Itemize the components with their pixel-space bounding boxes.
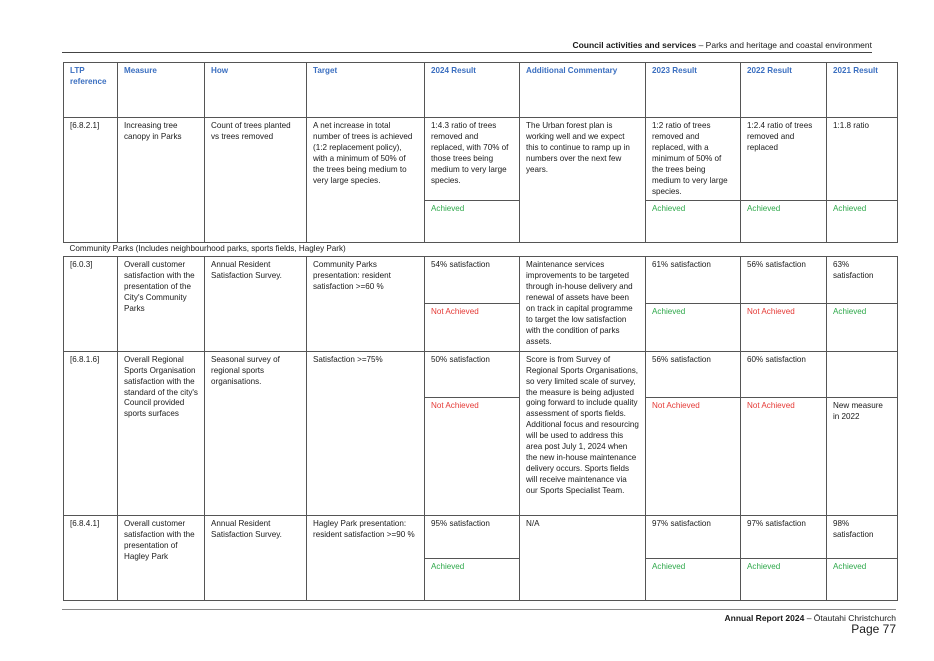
cell-measure: Overall Regional Sports Organisation satisfaction with the standard of the city's Council provided sports surfaces — [118, 351, 205, 515]
cell-how: Annual Resident Satisfaction Survey. — [205, 515, 307, 600]
cell-2023-result: 56% satisfaction — [646, 351, 741, 397]
col-how: How — [205, 63, 307, 118]
table-row — [64, 118, 898, 201]
status-2022: Not Achieved — [741, 397, 827, 515]
cell-ref: [6.0.3] — [64, 257, 118, 351]
status-2024: Not Achieved — [425, 397, 520, 515]
cell-2022-result: 97% satisfaction — [741, 515, 827, 558]
col-2023-result: 2023 Result — [646, 63, 741, 118]
status-2024: Achieved — [425, 558, 520, 600]
cell-commentary: N/A — [520, 515, 646, 600]
cell-2021-result: 98% satisfaction — [827, 515, 898, 558]
cell-commentary: Score is from Survey of Regional Sports Organisations, so very limited scale of survey, the measure is being adjusted going forward to include quality assessment of sports fields. Additional focus and resourcing will be used to address this area post July 1, 2024 when the new in-house maintenance delivery occurs. Sports fields will receive maintenance via our Sports Specialist Team. — [520, 351, 646, 515]
cell-2023-result: 1:2 ratio of trees removed and replaced, with a minimum of 50% of the trees being medium to very large species. — [646, 118, 741, 201]
group-row — [64, 243, 898, 257]
cell-how: Seasonal survey of regional sports organisations. — [205, 351, 307, 515]
page-header — [572, 40, 872, 50]
page-number: Page 77 — [851, 622, 896, 636]
cell-target: Hagley Park presentation: resident satisfaction >=90 % — [307, 515, 425, 600]
cell-2021-result: 1:1.8 ratio — [827, 118, 898, 201]
cell-ref: [6.8.4.1] — [64, 515, 118, 600]
status-2024: Not Achieved — [425, 304, 520, 352]
cell-commentary: Maintenance services improvements to be targeted through in-house delivery and renewal of assets have been on track in capital programme to target the low satisfaction with the condition of parks assets. — [520, 257, 646, 351]
footer-rule — [62, 609, 896, 610]
cell-2021-result — [827, 351, 898, 397]
col-measure: Measure — [118, 63, 205, 118]
status-2021: Achieved — [827, 558, 898, 600]
cell-how: Annual Resident Satisfaction Survey. — [205, 257, 307, 351]
cell-2024-result: 1:4.3 ratio of trees removed and replaced, with 70% of those trees being medium to very large species. — [425, 118, 520, 201]
table-row — [64, 515, 898, 558]
cell-2024-result: 50% satisfaction — [425, 351, 520, 397]
cell-2024-result: 95% satisfaction — [425, 515, 520, 558]
footer-report-bold: Annual Report 2024 — [724, 613, 805, 623]
status-2022: Achieved — [741, 558, 827, 600]
header-section-rest: – Parks and heritage and coastal environment — [696, 40, 872, 50]
col-2024-result: 2024 Result — [425, 63, 520, 118]
col-ltp-reference: LTP reference — [64, 63, 118, 118]
col-additional-commentary: Additional Commentary — [520, 63, 646, 118]
cell-commentary: The Urban forest plan is working well and we expect this to continue to ramp up in numbers over the next few years. — [520, 118, 646, 243]
cell-target: A net increase in total number of trees is achieved (1:2 replacement policy), with a minimum of 50% of the trees being medium to very large species. — [307, 118, 425, 243]
cell-2024-result: 54% satisfaction — [425, 257, 520, 304]
cell-ref: [6.8.1.6] — [64, 351, 118, 515]
cell-2022-result: 60% satisfaction — [741, 351, 827, 397]
col-target: Target — [307, 63, 425, 118]
footer-report-rest: – Ōtautahi Christchurch — [804, 613, 896, 623]
status-2022: Achieved — [741, 201, 827, 243]
status-2021: Achieved — [827, 304, 898, 352]
status-2022: Not Achieved — [741, 304, 827, 352]
status-2024: Achieved — [425, 201, 520, 243]
table-row — [64, 351, 898, 397]
cell-2023-result: 97% satisfaction — [646, 515, 741, 558]
col-2021-result: 2021 Result — [827, 63, 898, 118]
cell-2022-result: 56% satisfaction — [741, 257, 827, 304]
col-2022-result: 2022 Result — [741, 63, 827, 118]
status-2021: New measure in 2022 — [827, 397, 898, 515]
header-section-bold: Council activities and services — [572, 40, 697, 50]
performance-table — [63, 62, 898, 601]
cell-target: Community Parks presentation: resident satisfaction >=60 % — [307, 257, 425, 351]
cell-target: Satisfaction >=75% — [307, 351, 425, 515]
cell-ref: [6.8.2.1] — [64, 118, 118, 243]
cell-how: Count of trees planted vs trees removed — [205, 118, 307, 243]
cell-measure: Overall customer satisfaction with the presentation of Hagley Park — [118, 515, 205, 600]
cell-2021-result: 63% satisfaction — [827, 257, 898, 304]
cell-measure: Overall customer satisfaction with the presentation of the City's Community Parks — [118, 257, 205, 351]
status-2023: Achieved — [646, 201, 741, 243]
cell-2022-result: 1:2.4 ratio of trees removed and replaced — [741, 118, 827, 201]
status-2023: Achieved — [646, 304, 741, 352]
table-header-row — [64, 63, 898, 118]
group-label: Community Parks (Includes neighbourhood parks, sports fields, Hagley Park) — [69, 244, 346, 254]
status-2021: Achieved — [827, 201, 898, 243]
status-2023: Achieved — [646, 558, 741, 600]
header-rule — [62, 52, 872, 53]
table-row — [64, 257, 898, 304]
cell-measure: Increasing tree canopy in Parks — [118, 118, 205, 243]
cell-2023-result: 61% satisfaction — [646, 257, 741, 304]
status-2023: Not Achieved — [646, 397, 741, 515]
